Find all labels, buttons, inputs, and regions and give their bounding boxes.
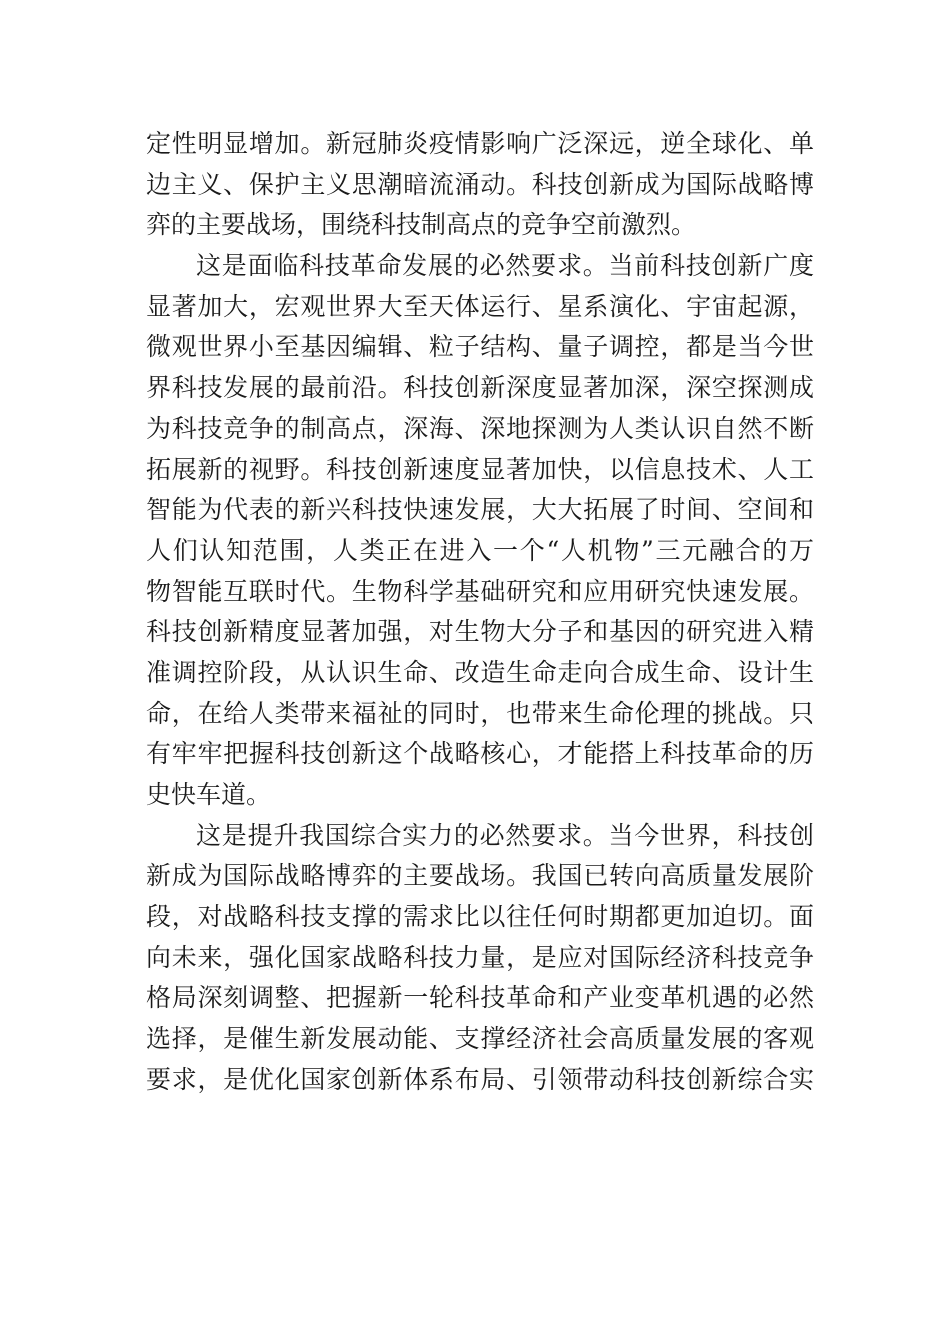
text-line: 为科技竞争的制高点，深海、深地探测为人类认识自然不断: [146, 413, 814, 443]
text-line: 界科技发展的最前沿。科技创新深度显著加深，深空探测成: [146, 373, 814, 403]
paragraph-2: [146, 246, 814, 816]
text-line: 显著加大，宏观世界大至天体运行、星系演化、宇宙起源，: [146, 291, 814, 321]
paragraph-1: [146, 124, 814, 246]
text-line: 准调控阶段，从认识生命、改造生命走向合成生命、设计生: [146, 657, 814, 687]
text-line: 科技创新精度显著加强，对生物大分子和基因的研究进入精: [146, 617, 814, 647]
text-line: 这是面临科技革命发展的必然要求。当前科技创新广度: [196, 251, 814, 281]
text-line: 史快车道。: [146, 780, 272, 809]
text-line: 定性明显增加。新冠肺炎疫情影响广泛深远，逆全球化、单: [146, 129, 814, 158]
text-line: 段，对战略科技支撑的需求比以往任何时期都更加迫切。面: [146, 902, 814, 932]
text-line: 微观世界小至基因编辑、粒子结构、量子调控，都是当今世: [146, 332, 814, 362]
text-line: 弈的主要战场，围绕科技制高点的竞争空前激烈。: [146, 210, 697, 240]
text-line: 格局深刻调整、把握新一轮科技革命和产业变革机遇的必然: [146, 983, 814, 1013]
text-line: 物智能互联时代。生物科学基础研究和应用研究快速发展。: [146, 576, 814, 606]
text-line: 命，在给人类带来福祉的同时，也带来生命伦理的挑战。只: [146, 698, 814, 728]
text-line: 有牢牢把握科技创新这个战略核心，才能搭上科技革命的历: [146, 739, 814, 769]
text-line: 智能为代表的新兴科技快速发展，大大拓展了时间、空间和: [146, 495, 814, 525]
paragraph-3: [146, 816, 814, 1101]
text-line: 向未来，强化国家战略科技力量，是应对国际经济科技竞争: [146, 942, 814, 972]
text-line: 边主义、保护主义思潮暗流涌动。科技创新成为国际战略博: [146, 169, 814, 199]
document-body: [146, 124, 814, 1101]
text-line: 新成为国际战略博弈的主要战场。我国已转向高质量发展阶: [146, 861, 814, 891]
text-line: 人们认知范围，人类正在进入一个“人机物”三元融合的万: [146, 535, 814, 565]
text-line: 这是提升我国综合实力的必然要求。当今世界，科技创: [196, 820, 814, 850]
text-line: 选择，是催生新发展动能、支撑经济社会高质量发展的客观: [146, 1024, 814, 1054]
text-line: 要求，是优化国家创新体系布局、引领带动科技创新综合实: [146, 1064, 814, 1094]
text-line: 拓展新的视野。科技创新速度显著加快，以信息技术、人工: [146, 454, 814, 484]
